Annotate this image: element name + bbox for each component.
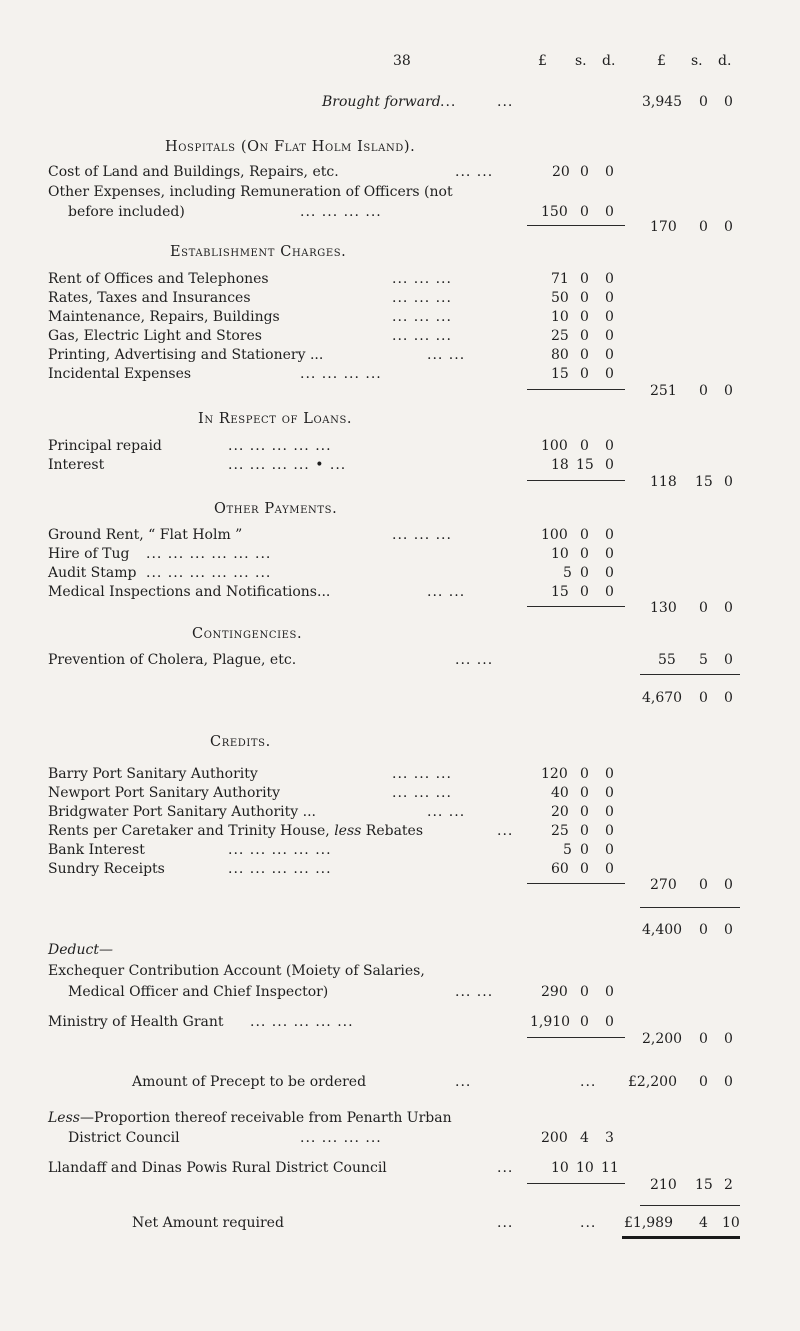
amount-shillings: 0 (580, 290, 589, 306)
amount-pence: 0 (605, 842, 614, 858)
amount-pounds: 25 (551, 823, 569, 839)
amount-shillings: 0 (580, 309, 589, 325)
amount-pounds: 5 (563, 842, 572, 858)
amount-pounds: 40 (551, 785, 569, 801)
col-shillings-1: s. (575, 53, 587, 69)
amount-pence: 0 (605, 271, 614, 287)
amount-pounds: 200 (541, 1130, 568, 1146)
hospitals-item-3-dots: ... ... ... ... (300, 204, 382, 220)
hospitals-item-3-label: before included) (68, 204, 185, 220)
less-total-pence: 2 (724, 1177, 733, 1193)
leader-dots: ... ... ... ... (300, 366, 382, 382)
amount-shillings: 0 (580, 766, 589, 782)
deduct-item-label: Medical Officer and Chief Inspector) (68, 984, 329, 1000)
deduct-total-shillings: 0 (699, 1031, 708, 1047)
less-item-label: Llandaff and Dinas Powis Rural District Council (48, 1160, 387, 1176)
leader-dots: ... ... (427, 584, 466, 600)
amount-shillings: 0 (580, 804, 589, 820)
establishment-total-shillings: 0 (699, 383, 708, 399)
final-double-rule (622, 1236, 740, 1239)
credits-heading: Credits. (210, 734, 271, 750)
other-payments-total-pounds: 130 (650, 600, 677, 616)
col-pounds-2: £ (657, 53, 666, 69)
brought-forward-total-shillings: 0 (699, 94, 708, 110)
amount-shillings: 0 (580, 984, 589, 1000)
hospitals-item-2-label: Other Expenses, including Remuneration of Officers (not (48, 184, 453, 200)
amount-shillings: 0 (580, 164, 589, 180)
amount-shillings: 0 (580, 823, 589, 839)
amount-pounds: 20 (551, 804, 569, 820)
establishment-item-label: Rent of Offices and Telephones (48, 271, 269, 287)
amount-shillings: 0 (580, 785, 589, 801)
amount-pence: 0 (605, 766, 614, 782)
leader-dots: ... ... ... ... ... ... (146, 565, 272, 581)
precept-total-shillings: 0 (699, 1074, 708, 1090)
amount-pounds: 20 (552, 164, 570, 180)
col-shillings-2: s. (691, 53, 703, 69)
col-pence-1: d. (602, 53, 616, 69)
page-number: 38 (393, 53, 411, 69)
establishment-item-label: Printing, Advertising and Stationery ... (48, 347, 324, 363)
amount-shillings: 0 (580, 1014, 589, 1030)
brought-forward-total-pence: 0 (724, 94, 733, 110)
credits-item-label (48, 822, 423, 840)
establishment-total-pounds: 251 (650, 383, 677, 399)
amount-pounds: 290 (541, 984, 568, 1000)
less-total-pounds: 210 (650, 1177, 677, 1193)
establishment-item-label: Gas, Electric Light and Stores (48, 328, 262, 344)
amount-shillings: 0 (580, 366, 589, 382)
leader-dots: ... ... ... (392, 271, 452, 287)
net-dots: ... (497, 1215, 514, 1231)
net-total-pence: 10 (722, 1215, 740, 1231)
leader-dots: ... ... (427, 804, 466, 820)
credits-item-label-italic: less (334, 823, 362, 839)
amount-shillings: 0 (580, 328, 589, 344)
credits-item-label: Bridgwater Port Sanitary Authority ... (48, 804, 316, 820)
amount-pence: 0 (605, 438, 614, 454)
amount-shillings: 4 (580, 1130, 589, 1146)
amount-pounds: 150 (541, 204, 568, 220)
col-pounds-1: £ (538, 53, 547, 69)
precept-total-pounds: £2,200 (628, 1074, 677, 1090)
subtotal-rule (527, 606, 625, 607)
subtotal-rule (527, 225, 625, 226)
credits-item-label: Bank Interest (48, 842, 145, 858)
contingencies-total-pence: 0 (724, 652, 733, 668)
amount-pounds: 10 (551, 309, 569, 325)
credits-item-label: Sundry Receipts (48, 861, 165, 877)
precept-dots: ... (455, 1074, 472, 1090)
other-payments-item-label: Hire of Tug (48, 546, 130, 562)
brought-forward-dots-2: ... (497, 94, 514, 110)
leader-dots: ... ... (455, 652, 494, 668)
hospitals-total-pence: 0 (724, 219, 733, 235)
amount-pence: 0 (605, 546, 614, 562)
amount-pence: 0 (605, 984, 614, 1000)
amount-shillings: 0 (580, 271, 589, 287)
brought-forward-label: Brought forward (322, 94, 441, 110)
leader-dots: ... (497, 823, 514, 839)
brought-forward-total-pounds: 3,945 (642, 94, 683, 110)
net-label: Net Amount required (132, 1215, 284, 1231)
after-credits-pence: 0 (724, 922, 733, 938)
amount-pounds: 1,910 (530, 1014, 571, 1030)
leader-dots: ... (497, 1160, 514, 1176)
amount-pence: 0 (605, 1014, 614, 1030)
amount-pence: 0 (605, 527, 614, 543)
hospitals-item-1-dots: ... ... (455, 164, 494, 180)
grand-total-shillings: 0 (699, 690, 708, 706)
amount-shillings: 0 (580, 565, 589, 581)
amount-shillings: 0 (580, 527, 589, 543)
amount-shillings: 0 (580, 204, 589, 220)
net-dots-2: ... (580, 1215, 597, 1231)
leader-dots: ... ... ... (392, 328, 452, 344)
leader-dots: ... ... ... (392, 766, 452, 782)
amount-pounds: 15 (551, 366, 569, 382)
other-payments-total-shillings: 0 (699, 600, 708, 616)
precept-label: Amount of Precept to be ordered (132, 1074, 367, 1090)
contingencies-total-shillings: 5 (699, 652, 708, 668)
precept-total-pence: 0 (724, 1074, 733, 1090)
credits-total-pounds: 270 (650, 877, 677, 893)
amount-pounds: 120 (541, 766, 568, 782)
amount-pence: 0 (605, 457, 614, 473)
contingencies-heading: Contingencies. (192, 626, 303, 642)
hospitals-total-shillings: 0 (699, 219, 708, 235)
subtotal-rule (527, 1183, 625, 1184)
other-payments-heading: Other Payments. (214, 501, 338, 517)
leader-dots: ... ... ... (392, 309, 452, 325)
amount-pounds: 10 (551, 1160, 569, 1176)
loans-heading: In Respect of Loans. (198, 411, 353, 427)
grand-total-pence: 0 (724, 690, 733, 706)
total-rule (640, 674, 740, 675)
loans-item-label: Principal repaid (48, 438, 162, 454)
amount-shillings: 0 (580, 347, 589, 363)
amount-pounds: 100 (541, 438, 568, 454)
credits-total-pence: 0 (724, 877, 733, 893)
after-credits-shillings: 0 (699, 922, 708, 938)
leader-dots: ... ... ... ... ... (250, 1014, 354, 1030)
contingencies-total-pounds: 55 (658, 652, 676, 668)
credits-item-label: Newport Port Sanitary Authority (48, 785, 281, 801)
amount-pounds: 80 (551, 347, 569, 363)
amount-shillings: 15 (576, 457, 594, 473)
amount-pence: 0 (605, 565, 614, 581)
leader-dots: ... ... ... (392, 527, 452, 543)
establishment-item-label: Incidental Expenses (48, 366, 192, 382)
establishment-item-label: Maintenance, Repairs, Buildings (48, 309, 280, 325)
establishment-heading: Establishment Charges. (170, 244, 347, 260)
leader-dots: ... ... ... ... (300, 1130, 382, 1146)
amount-pence: 0 (605, 584, 614, 600)
amount-pounds: 25 (551, 328, 569, 344)
amount-shillings: 0 (580, 842, 589, 858)
subtotal-rule (527, 389, 625, 390)
amount-pence: 0 (605, 204, 614, 220)
net-total-shillings: 4 (699, 1215, 708, 1231)
deduct-total-pounds: 2,200 (642, 1031, 683, 1047)
amount-pounds: 100 (541, 527, 568, 543)
deduct-item-label: Exchequer Contribution Account (Moiety of Salaries, (48, 963, 425, 979)
amount-pence: 0 (605, 309, 614, 325)
subtotal-rule (527, 883, 625, 884)
amount-pence: 0 (605, 785, 614, 801)
deduct-total-pence: 0 (724, 1031, 733, 1047)
leader-dots: ... ... (455, 984, 494, 1000)
leader-dots: ... ... ... ... ... (228, 842, 332, 858)
amount-pence: 0 (605, 290, 614, 306)
net-total-pounds: £1,989 (624, 1215, 673, 1231)
less-heading-rest: —Proportion thereof receivable from Penarth Urban (79, 1110, 452, 1126)
amount-pounds: 5 (563, 565, 572, 581)
credits-total-shillings: 0 (699, 877, 708, 893)
total-rule (640, 1205, 740, 1206)
amount-pounds: 71 (551, 271, 569, 287)
other-payments-item-label: Medical Inspections and Notifications... (48, 584, 331, 600)
after-credits-pounds: 4,400 (642, 922, 683, 938)
loans-total-shillings: 15 (695, 474, 713, 490)
hospitals-heading: Hospitals (On Flat Holm Island). (165, 139, 416, 155)
leader-dots: ... ... (427, 347, 466, 363)
subtotal-rule (527, 480, 625, 481)
amount-pence: 0 (605, 164, 614, 180)
amount-pence: 0 (605, 861, 614, 877)
amount-shillings: 0 (580, 546, 589, 562)
loans-item-label: Interest (48, 457, 105, 473)
deduct-heading: Deduct— (48, 942, 113, 958)
loans-total-pounds: 118 (650, 474, 677, 490)
amount-pounds: 50 (551, 290, 569, 306)
amount-shillings: 0 (580, 861, 589, 877)
amount-shillings: 10 (576, 1160, 594, 1176)
amount-shillings: 0 (580, 438, 589, 454)
amount-pounds: 10 (551, 546, 569, 562)
subtotal-rule (527, 1037, 625, 1038)
amount-pence: 0 (605, 347, 614, 363)
amount-pence: 0 (605, 366, 614, 382)
total-rule (640, 907, 740, 908)
deduct-item-label: Ministry of Health Grant (48, 1014, 224, 1030)
precept-dots-2: ... (580, 1074, 597, 1090)
less-total-shillings: 15 (695, 1177, 713, 1193)
less-heading: Less (48, 1110, 80, 1126)
amount-pence: 0 (605, 823, 614, 839)
leader-dots: ... ... ... ... ... (228, 438, 332, 454)
establishment-total-pence: 0 (724, 383, 733, 399)
amount-pence: 0 (605, 804, 614, 820)
loans-total-pence: 0 (724, 474, 733, 490)
amount-pence: 3 (605, 1130, 614, 1146)
amount-shillings: 0 (580, 584, 589, 600)
other-payments-total-pence: 0 (724, 600, 733, 616)
brought-forward-dots: ... (440, 94, 457, 110)
amount-pounds: 15 (551, 584, 569, 600)
other-payments-item-label: Ground Rent, “ Flat Holm ” (48, 527, 243, 543)
amount-pounds: 18 (551, 457, 569, 473)
less-heading-line (48, 1109, 452, 1127)
leader-dots: ... ... ... (392, 290, 452, 306)
amount-pounds: 60 (551, 861, 569, 877)
less-item-label: District Council (68, 1130, 180, 1146)
amount-pence: 11 (601, 1160, 619, 1176)
establishment-item-label: Rates, Taxes and Insurances (48, 290, 251, 306)
hospitals-total-pounds: 170 (650, 219, 677, 235)
grand-total-pounds: 4,670 (642, 690, 683, 706)
leader-dots: ... ... ... ... ... ... (146, 546, 272, 562)
credits-item-label: Barry Port Sanitary Authority (48, 766, 258, 782)
contingencies-item-label: Prevention of Cholera, Plague, etc. (48, 652, 297, 668)
amount-pence: 0 (605, 328, 614, 344)
other-payments-item-label: Audit Stamp (48, 565, 137, 581)
leader-dots: ... ... ... ... ... (228, 861, 332, 877)
hospitals-item-1-label: Cost of Land and Buildings, Repairs, etc. (48, 164, 339, 180)
credits-item-label-start: Rents per Caretaker and Trinity House, (48, 823, 330, 839)
leader-dots: ... ... ... (392, 785, 452, 801)
col-pence-2: d. (718, 53, 732, 69)
credits-item-label-end: Rebates (365, 823, 424, 839)
leader-dots: ... ... ... ... • ... (228, 457, 347, 473)
